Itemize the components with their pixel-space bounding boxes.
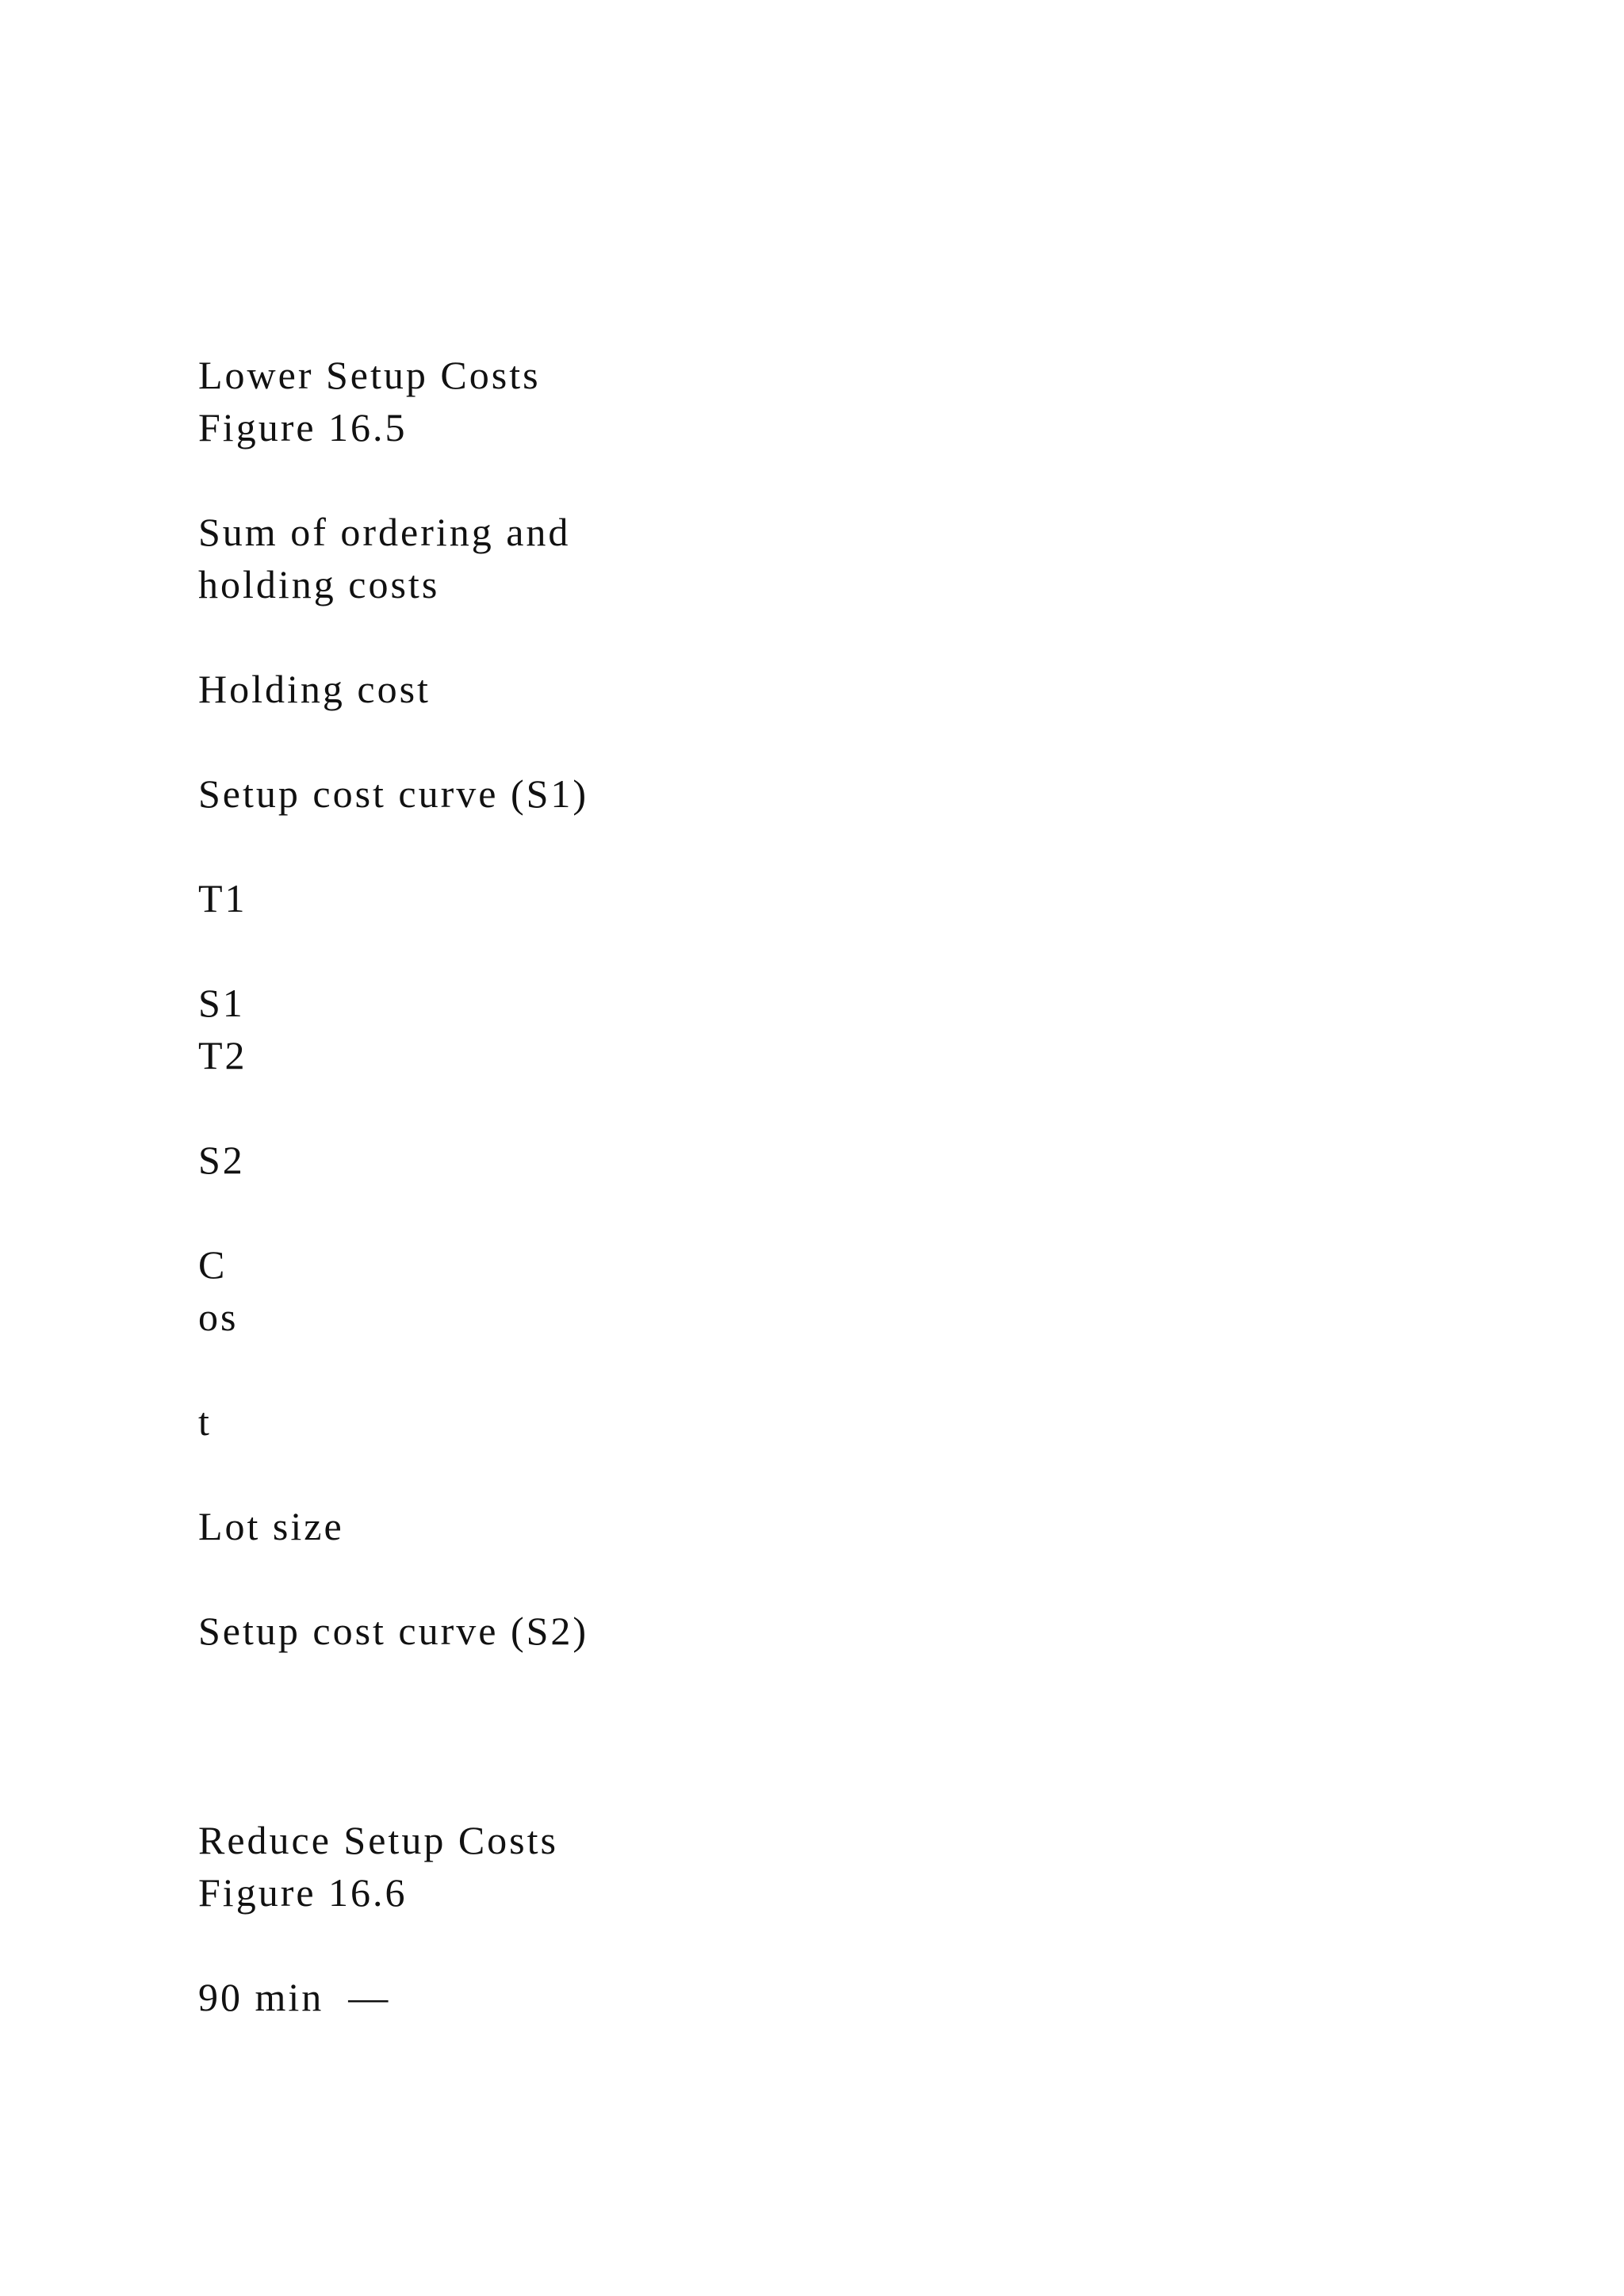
- spacer: [198, 1081, 1467, 1134]
- sum-costs-label-line1: Sum of ordering and: [198, 510, 571, 554]
- t2-label: T2: [198, 1033, 247, 1077]
- s2-label: S2: [198, 1138, 245, 1182]
- figure-label-16-5: Figure 16.5: [198, 405, 408, 450]
- time-label-90-min: 90 min —: [198, 1975, 391, 2019]
- cost-axis-fragment-os: os: [198, 1295, 239, 1339]
- s1-label: S1: [198, 981, 245, 1025]
- spacer: [198, 610, 1467, 663]
- spacer: [198, 1448, 1467, 1500]
- lot-size-label: Lot size: [198, 1504, 344, 1548]
- document-text: [198, 349, 1467, 2023]
- spacer: [198, 1343, 1467, 1395]
- spacer: [198, 924, 1467, 977]
- sum-costs-label-line2: holding costs: [198, 562, 440, 607]
- spacer: [198, 1552, 1467, 1605]
- spacer: [198, 453, 1467, 506]
- t1-label: T1: [198, 876, 247, 920]
- setup-cost-curve-s2-label: Setup cost curve (S2): [198, 1609, 589, 1653]
- figure-label-16-6: Figure 16.6: [198, 1870, 408, 1915]
- holding-cost-label: Holding cost: [198, 667, 431, 711]
- spacer: [198, 1186, 1467, 1238]
- setup-cost-curve-s1-label: Setup cost curve (S1): [198, 771, 589, 816]
- spacer: [198, 715, 1467, 767]
- spacer: [198, 820, 1467, 872]
- cost-axis-fragment-t: t: [198, 1399, 212, 1444]
- spacer: [198, 1919, 1467, 1971]
- section-title-reduce-setup-costs: Reduce Setup Costs: [198, 1818, 558, 1862]
- section-gap: [198, 1657, 1467, 1814]
- cost-axis-fragment-c: C: [198, 1242, 228, 1287]
- section-title-lower-setup-costs: Lower Setup Costs: [198, 353, 541, 397]
